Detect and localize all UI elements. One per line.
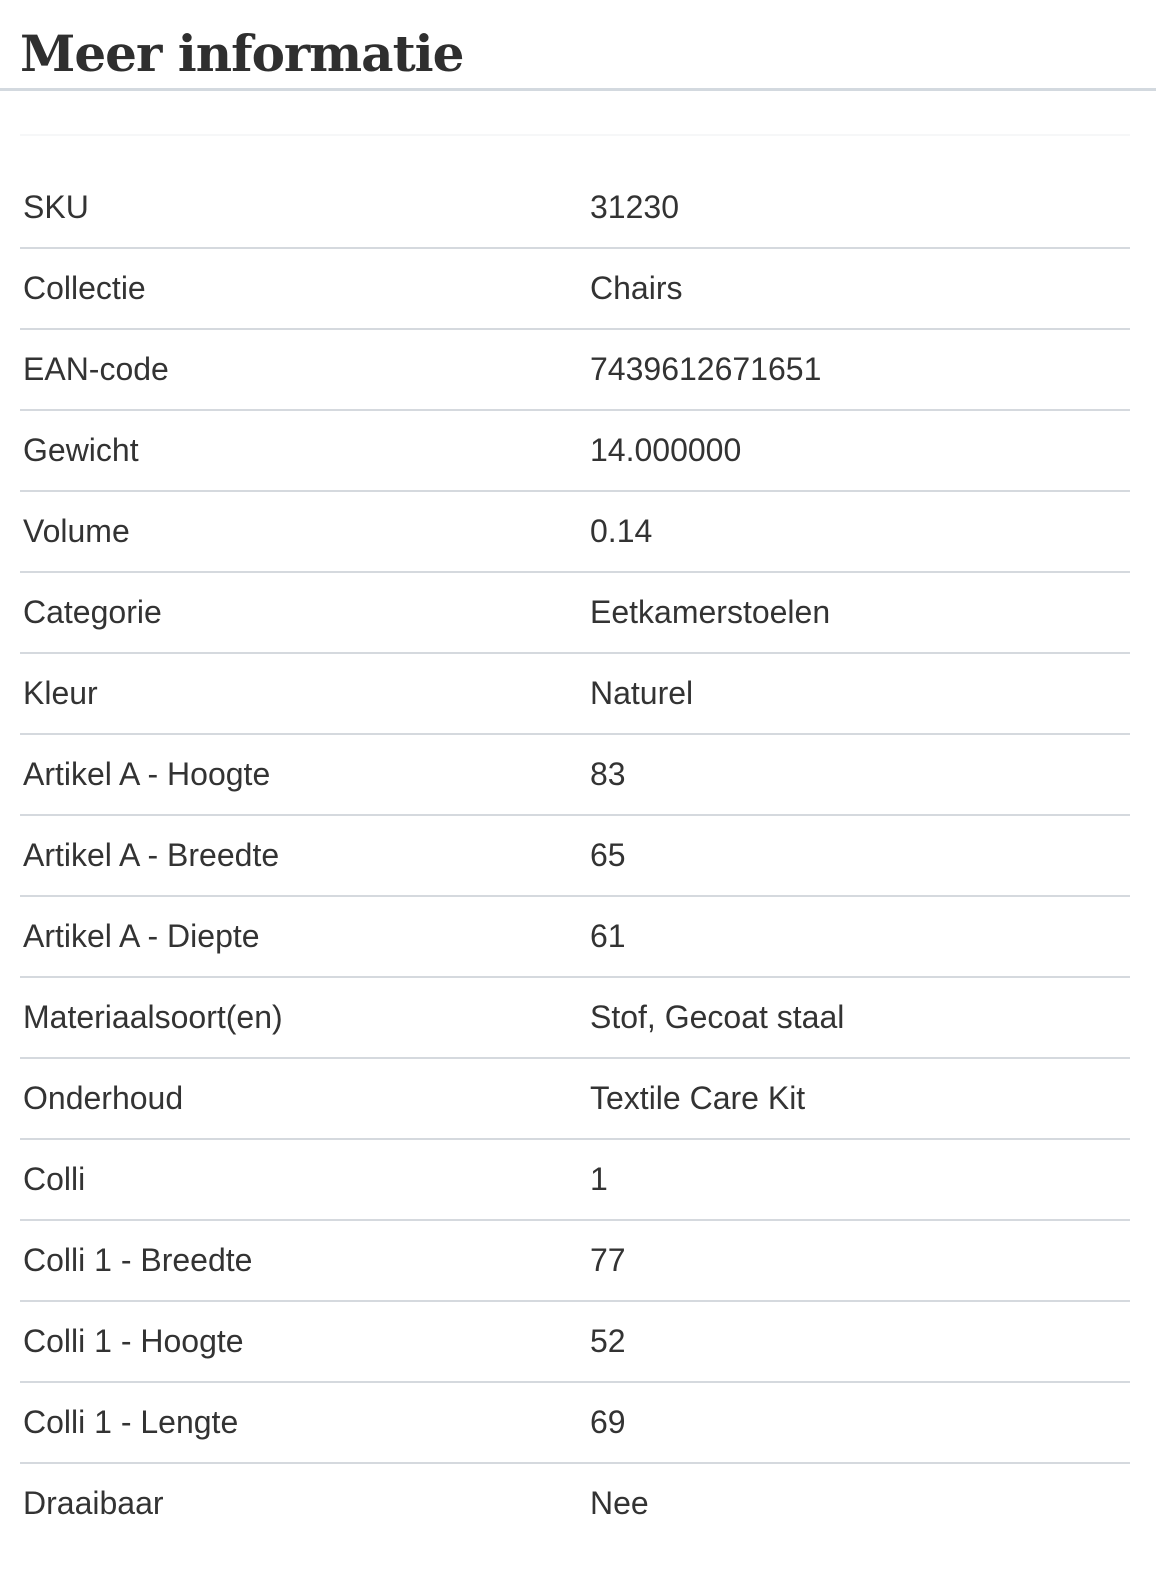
table-row [20,1382,1130,1463]
spec-label: Collectie [20,248,590,329]
spec-label: Artikel A - Diepte [20,896,590,977]
spec-value: 52 [590,1301,1130,1382]
spec-value: 0.14 [590,491,1130,572]
table-row [20,653,1130,734]
table-row [20,410,1130,491]
table-row [20,1301,1130,1382]
spec-value: Chairs [590,248,1130,329]
spec-label: Colli 1 - Hoogte [20,1301,590,1382]
divider [20,134,1130,136]
table-row [20,977,1130,1058]
spec-value: Nee [590,1485,649,1521]
specifications-table [20,168,1130,1543]
table-row [20,1220,1130,1301]
spec-label: Materiaalsoort(en) [20,977,590,1058]
spec-label: Artikel A - Hoogte [20,734,590,815]
spec-value: 1 [590,1139,1130,1220]
spec-label: Kleur [20,653,590,734]
table-row [20,1058,1130,1139]
spec-label: Onderhoud [20,1058,590,1139]
table-row [20,1139,1130,1220]
spec-value: Naturel [590,653,1130,734]
spec-value: 61 [590,896,1130,977]
spec-label: Colli 1 - Lengte [20,1382,590,1463]
spec-label: EAN-code [20,329,590,410]
table-row [20,248,1130,329]
spec-value: 69 [590,1382,1130,1463]
spec-label: Colli [20,1139,590,1220]
section-header [0,0,1156,91]
spec-value: Textile Care Kit [590,1058,1130,1139]
table-row [20,572,1130,653]
spec-label: Categorie [20,572,590,653]
spec-label: Gewicht [20,410,590,491]
table-row [20,734,1130,815]
spec-value: 14.000000 [590,410,1130,491]
spec-label: Colli 1 - Breedte [20,1220,590,1301]
spec-value: 83 [590,734,1130,815]
spec-value: Stof, Gecoat staal [590,977,1130,1058]
table-row [20,329,1130,410]
spec-label: SKU [20,168,590,248]
spec-value: 7439612671651 [590,329,1130,410]
spec-label: Draaibaar [23,1485,164,1521]
specifications-table-body [20,168,1130,1543]
table-row [20,1463,1130,1543]
spec-value: Eetkamerstoelen [590,572,1130,653]
table-row [20,815,1130,896]
table-row [20,896,1130,977]
spec-value: 31230 [590,168,1130,248]
spec-value: 65 [590,815,1130,896]
table-row [20,168,1130,248]
spec-label: Artikel A - Breedte [20,815,590,896]
table-row [20,491,1130,572]
spec-value: 77 [590,1220,1130,1301]
section-title: Meer informatie [20,24,464,83]
spec-label: Volume [20,491,590,572]
